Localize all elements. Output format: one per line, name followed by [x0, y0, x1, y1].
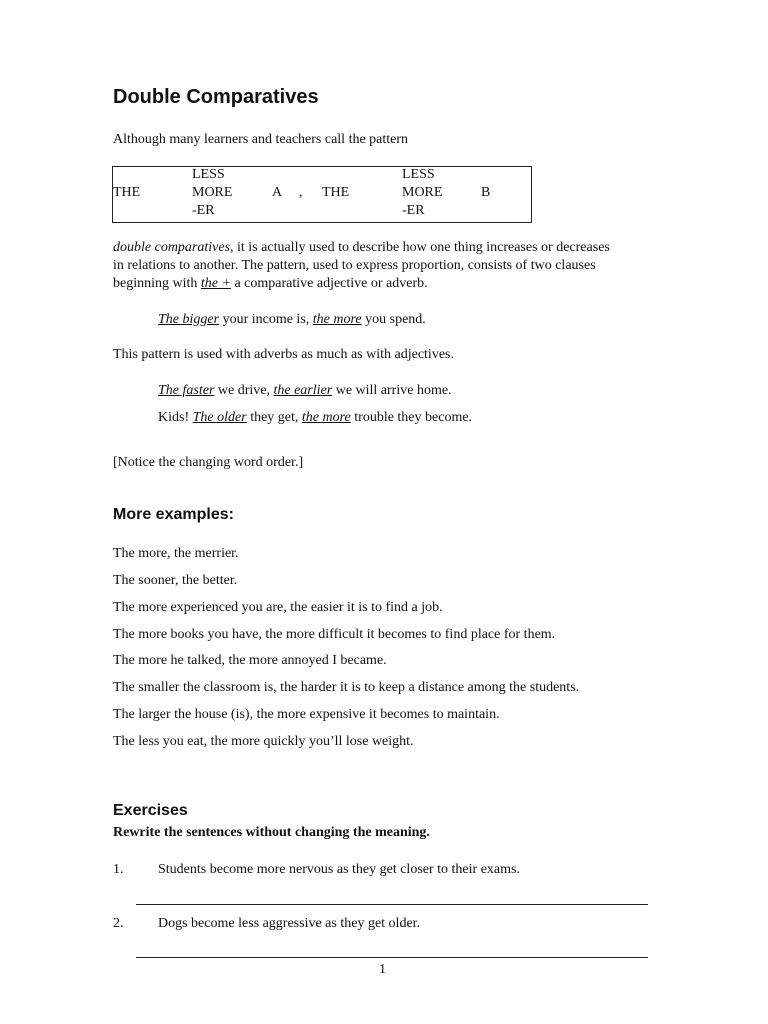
sentence-text: we will arrive home.: [332, 383, 452, 398]
example-sentence: [158, 410, 472, 426]
sentence-text: Kids!: [158, 410, 193, 425]
pattern-table: [112, 166, 532, 223]
pattern-the-right: THE: [322, 185, 350, 200]
explanation-text: a comparative adjective or adverb.: [230, 276, 428, 291]
pattern-comma: ,: [299, 185, 303, 200]
example-sentence: [158, 383, 452, 399]
comparative-phrase: the earlier: [273, 383, 333, 398]
pattern-the-left: THE: [113, 185, 141, 200]
comparative-phrase: the more: [312, 312, 362, 327]
pattern-left-less: LESS: [192, 167, 225, 182]
example-list-item: The sooner, the better.: [113, 573, 238, 588]
term-double-comparatives: double comparatives: [113, 240, 231, 255]
example-sentence: [158, 312, 426, 328]
pattern-right-less: LESS: [402, 167, 435, 182]
comparative-phrase: The older: [192, 410, 247, 425]
example-list-item: The more books you have, the more difficult it becomes to find place for them.: [113, 627, 556, 642]
pattern-a: A: [272, 185, 283, 200]
exercises-heading: Exercises: [113, 802, 188, 819]
sentence-text: your income is,: [219, 312, 313, 327]
example-list-item: The more he talked, the more annoyed I became.: [113, 653, 387, 668]
comparative-phrase: The faster: [158, 383, 215, 398]
pattern-b: B: [481, 185, 491, 200]
pattern-right-er: -ER: [402, 203, 425, 218]
answer-line[interactable]: [136, 904, 648, 905]
explanation-text: beginning with: [113, 276, 201, 291]
comparative-phrase: The bigger: [158, 312, 220, 327]
example-list-item: The less you eat, the more quickly you’ll lose weight.: [113, 734, 414, 749]
sentence-text: we drive,: [214, 383, 274, 398]
adverbs-note: This pattern is used with adverbs as much as with adjectives.: [113, 347, 454, 362]
explanation-line-2: in relations to another. The pattern, used to express proportion, consists of two clauses: [113, 258, 596, 273]
exercises-instruction: Rewrite the sentences without changing the meaning.: [113, 825, 430, 840]
pattern-left-more: MORE: [192, 185, 233, 200]
exercise-number: 1.: [113, 862, 124, 877]
more-examples-heading: More examples:: [113, 506, 234, 523]
sentence-text: you spend.: [361, 312, 426, 327]
pattern-left-er: -ER: [192, 203, 215, 218]
sentence-text: trouble they become.: [350, 410, 473, 425]
exercise-number: 2.: [113, 916, 124, 931]
explanation-line-3: [113, 276, 428, 292]
exercise-text: Students become more nervous as they get closer to their exams.: [158, 862, 520, 877]
example-list-item: The larger the house (is), the more expensive it becomes to maintain.: [113, 707, 500, 722]
example-list-item: The smaller the classroom is, the harder it is to keep a distance among the students.: [113, 680, 580, 695]
explanation-line-1: [113, 240, 610, 256]
exercise-text: Dogs become less aggressive as they get older.: [158, 916, 421, 931]
notice-text: [Notice the changing word order.]: [113, 455, 304, 470]
sentence-text: they get,: [246, 410, 302, 425]
intro-text: Although many learners and teachers call the pattern: [113, 132, 409, 147]
example-list-item: The more, the merrier.: [113, 546, 239, 561]
answer-line[interactable]: [136, 957, 648, 958]
comparative-phrase: the more: [301, 410, 351, 425]
page-title: Double Comparatives: [113, 86, 319, 108]
pattern-the-plus: the +: [200, 276, 231, 291]
example-list-item: The more experienced you are, the easier it is to find a job.: [113, 600, 443, 615]
pattern-right-more: MORE: [402, 185, 443, 200]
page-number: 1: [379, 962, 386, 977]
explanation-text: , it is actually used to describe how one thing increases or decreases: [230, 240, 610, 255]
